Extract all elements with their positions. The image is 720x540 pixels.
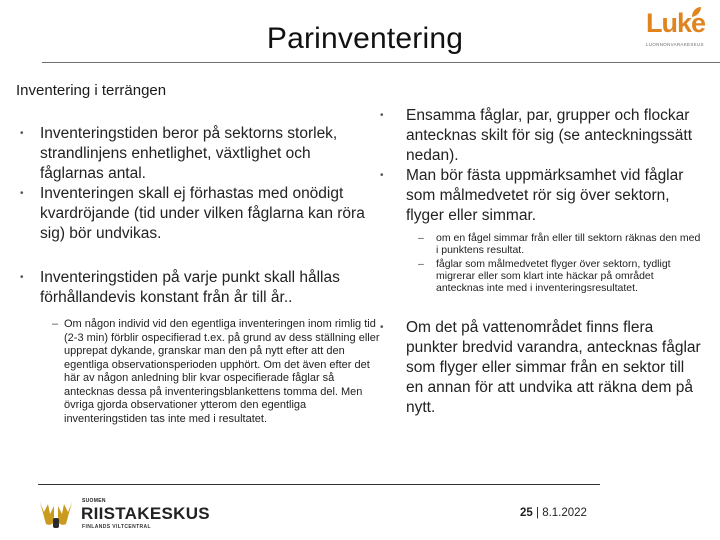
sub-list-item-text: om en fågel simmar från eller till sektorn räknas den med i punktens resultat. xyxy=(436,232,701,256)
sub-list-item xyxy=(374,232,704,256)
dash-icon: – xyxy=(418,258,424,270)
bullet-icon: • xyxy=(380,110,384,121)
page-number: 25 xyxy=(520,507,533,519)
sub-list-item-text: fåglar som målmedvetet flyger över sektorn, tydligt migrerar eller som klart inte häckar på området antecknas inte med i inventeringsresultatet. xyxy=(436,258,671,294)
riistakeskus-logo xyxy=(36,494,236,534)
right-column xyxy=(374,106,704,418)
dash-icon: – xyxy=(52,318,59,330)
list-item xyxy=(8,124,378,184)
page-date: 8.1.2022 xyxy=(542,507,587,519)
bullet-icon: • xyxy=(20,188,24,199)
list-item xyxy=(374,318,704,418)
section-heading: Inventering i terrängen xyxy=(16,82,167,99)
list-item-text: Man bör fästa uppmärksamhet vid fåglar som målmedvetet rör sig över sektorn, flyger eller simmar. xyxy=(406,167,684,224)
list-item xyxy=(8,184,378,244)
list-item-text: Om det på vattenområdet finns flera punkter bredvid varandra, antecknas fåglar som flyger eller simmar från en sektor till en annan för att undvika att räkna dem på nytt. xyxy=(406,319,701,416)
dash-icon: – xyxy=(418,232,424,244)
footer-org-name: RIISTAKESKUS xyxy=(81,504,210,523)
list-item-text: Inventeringstiden på varje punkt skall hållas förhållandevis konstant från år till år.. xyxy=(40,269,340,306)
footer-org-small: SUOMEN xyxy=(82,498,106,504)
page-info xyxy=(520,507,587,519)
slide-title: Parinventering xyxy=(266,22,464,55)
sub-list-item xyxy=(374,258,704,294)
footer-org-sub: FINLANDS VILTCENTRAL xyxy=(82,524,152,530)
bullet-icon: • xyxy=(380,170,384,181)
list-item xyxy=(374,106,704,166)
antler-icon xyxy=(36,498,76,530)
page-separator: | xyxy=(532,507,543,519)
bullet-icon: • xyxy=(20,272,24,283)
luke-logo-text: Luke xyxy=(646,8,706,38)
bullet-icon: • xyxy=(20,128,24,139)
footer-divider xyxy=(38,484,600,485)
list-item-text: Ensamma fåglar, par, grupper och flockar antecknas skilt för sig (se anteckningssätt nedan). xyxy=(406,107,693,164)
bullet-icon: • xyxy=(380,322,384,333)
title-divider xyxy=(42,62,720,63)
left-column xyxy=(8,124,378,426)
luke-logo xyxy=(644,8,710,48)
list-item-text: Inventeringstiden beror på sektorns storlek, strandlinjens enhetlighet, växtlighet och fåglarnas antal. xyxy=(40,125,338,182)
list-item-text: Inventeringen skall ej förhastas med onödigt kvardröjande (tid under vilken fåglarna kan röra sig) bör undvikas. xyxy=(40,185,365,242)
sub-list-item xyxy=(40,318,384,426)
luke-logo-subtext: LUONNONVARAKESKUS xyxy=(646,42,704,47)
sub-list-item-text: Om någon individ vid den egentliga inventeringen inom rimlig tid (2-3 min) förblir ospecifierad t.ex. på grund av dess ställning eller upprepat dykande, granskar man den på nytt efter att den egentliga observationsperioden upphört. Om det även efter det här av någon anledning blir kvar ospecifierade fåglar så antecknas dessa på inventeringsblankettens tomma del. Men övriga gjorda observationer ytterom den egentliga inventeringstiden tas inte med i resultatet. xyxy=(64,318,380,425)
list-item xyxy=(8,268,378,426)
list-item xyxy=(374,166,704,226)
